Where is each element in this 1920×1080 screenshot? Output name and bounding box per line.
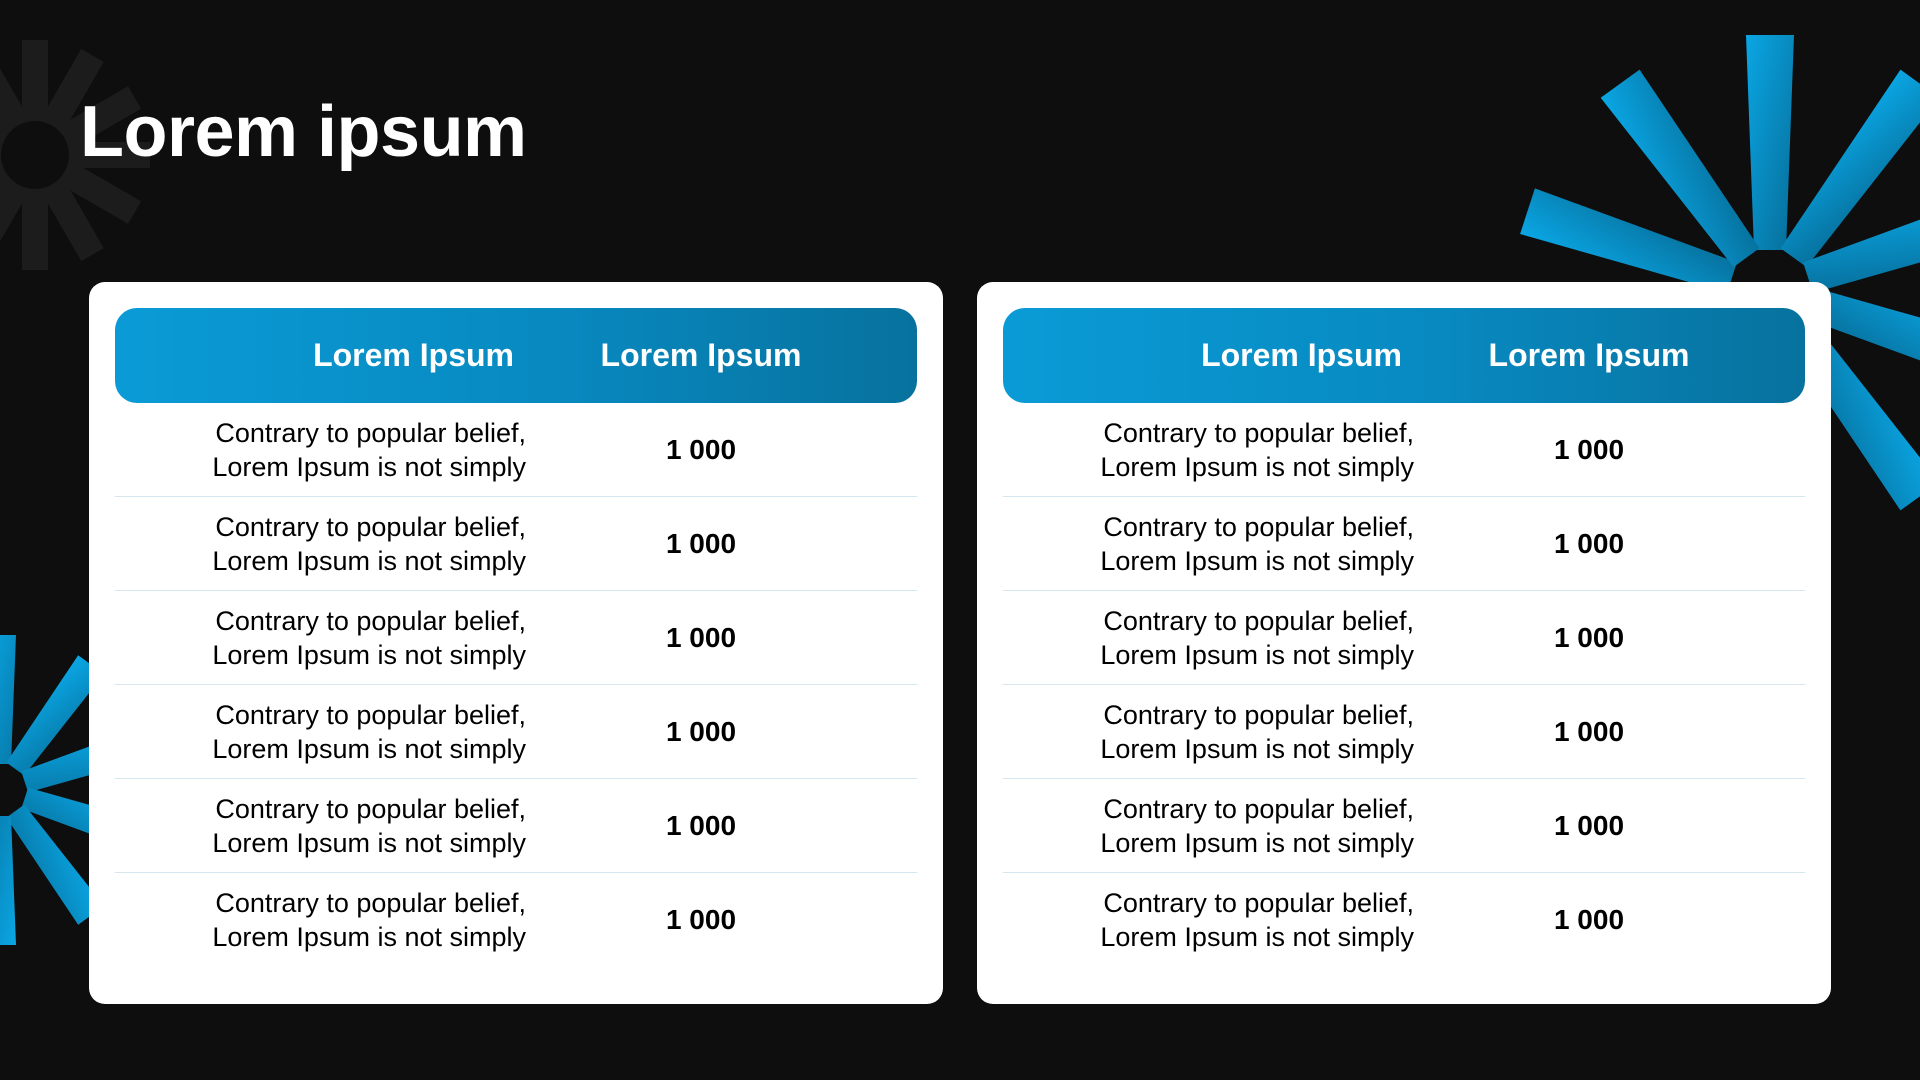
table-row — [1003, 873, 1805, 967]
table-row — [1003, 497, 1805, 591]
description-line: Lorem Ipsum is not simply — [212, 734, 526, 764]
description-line: Lorem Ipsum is not simply — [1100, 640, 1414, 670]
table-header — [1003, 308, 1805, 403]
description-cell — [115, 873, 526, 967]
table-card-left — [89, 282, 943, 1004]
table-row — [1003, 403, 1805, 497]
description-line: Contrary to popular belief, — [1103, 512, 1414, 542]
value-cell: 1 000 — [665, 622, 737, 653]
description-line: Lorem Ipsum is not simply — [1100, 734, 1414, 764]
slide-title: Lorem ipsum — [80, 92, 527, 172]
description-line: Contrary to popular belief, — [215, 606, 526, 636]
table-body — [115, 403, 917, 967]
table-row — [1003, 591, 1805, 685]
description-cell — [1003, 497, 1414, 591]
table-row — [1003, 779, 1805, 873]
value-cell: 1 000 — [665, 434, 737, 465]
value-cell: 1 000 — [1553, 904, 1625, 935]
description-line: Contrary to popular belief, — [215, 794, 526, 824]
description-cell — [115, 403, 526, 497]
value-cell: 1 000 — [665, 810, 737, 841]
value-cell: 1 000 — [1553, 716, 1625, 747]
column-header-description: Lorem Ipsum — [1201, 337, 1402, 373]
description-line: Contrary to popular belief, — [215, 418, 526, 448]
description-line: Lorem Ipsum is not simply — [212, 546, 526, 576]
description-cell — [1003, 685, 1414, 779]
description-line: Contrary to popular belief, — [215, 700, 526, 730]
description-line: Contrary to popular belief, — [215, 512, 526, 542]
table-row — [1003, 685, 1805, 779]
value-cell: 1 000 — [1553, 622, 1625, 653]
table-card-right — [977, 282, 1831, 1004]
description-cell — [115, 497, 526, 591]
description-cell — [1003, 779, 1414, 873]
value-cell: 1 000 — [1553, 810, 1625, 841]
table-row — [115, 685, 917, 779]
column-header-description: Lorem Ipsum — [313, 337, 514, 373]
table-body — [1003, 403, 1805, 967]
table-row — [115, 497, 917, 591]
description-line: Lorem Ipsum is not simply — [1100, 828, 1414, 858]
description-line: Contrary to popular belief, — [1103, 606, 1414, 636]
description-line: Lorem Ipsum is not simply — [1100, 452, 1414, 482]
description-line: Lorem Ipsum is not simply — [212, 452, 526, 482]
description-line: Lorem Ipsum is not simply — [212, 828, 526, 858]
value-cell: 1 000 — [1553, 434, 1625, 465]
value-cell: 1 000 — [1553, 528, 1625, 559]
description-cell — [115, 591, 526, 685]
table-row — [115, 873, 917, 967]
table-row — [115, 779, 917, 873]
description-line: Contrary to popular belief, — [1103, 794, 1414, 824]
value-cell: 1 000 — [665, 716, 737, 747]
description-line: Lorem Ipsum is not simply — [212, 640, 526, 670]
description-line: Lorem Ipsum is not simply — [212, 922, 526, 952]
description-cell — [1003, 403, 1414, 497]
description-cell — [115, 779, 526, 873]
description-cell — [115, 685, 526, 779]
description-cell — [1003, 591, 1414, 685]
column-header-value: Lorem Ipsum — [600, 337, 802, 373]
description-cell — [1003, 873, 1414, 967]
description-line: Contrary to popular belief, — [215, 888, 526, 918]
table-row — [115, 403, 917, 497]
description-line: Contrary to popular belief, — [1103, 418, 1414, 448]
value-cell: 1 000 — [665, 904, 737, 935]
table-row — [115, 591, 917, 685]
column-header-value: Lorem Ipsum — [1488, 337, 1690, 373]
description-line: Lorem Ipsum is not simply — [1100, 922, 1414, 952]
table-header — [115, 308, 917, 403]
description-line: Lorem Ipsum is not simply — [1100, 546, 1414, 576]
value-cell: 1 000 — [665, 528, 737, 559]
description-line: Contrary to popular belief, — [1103, 888, 1414, 918]
description-line: Contrary to popular belief, — [1103, 700, 1414, 730]
